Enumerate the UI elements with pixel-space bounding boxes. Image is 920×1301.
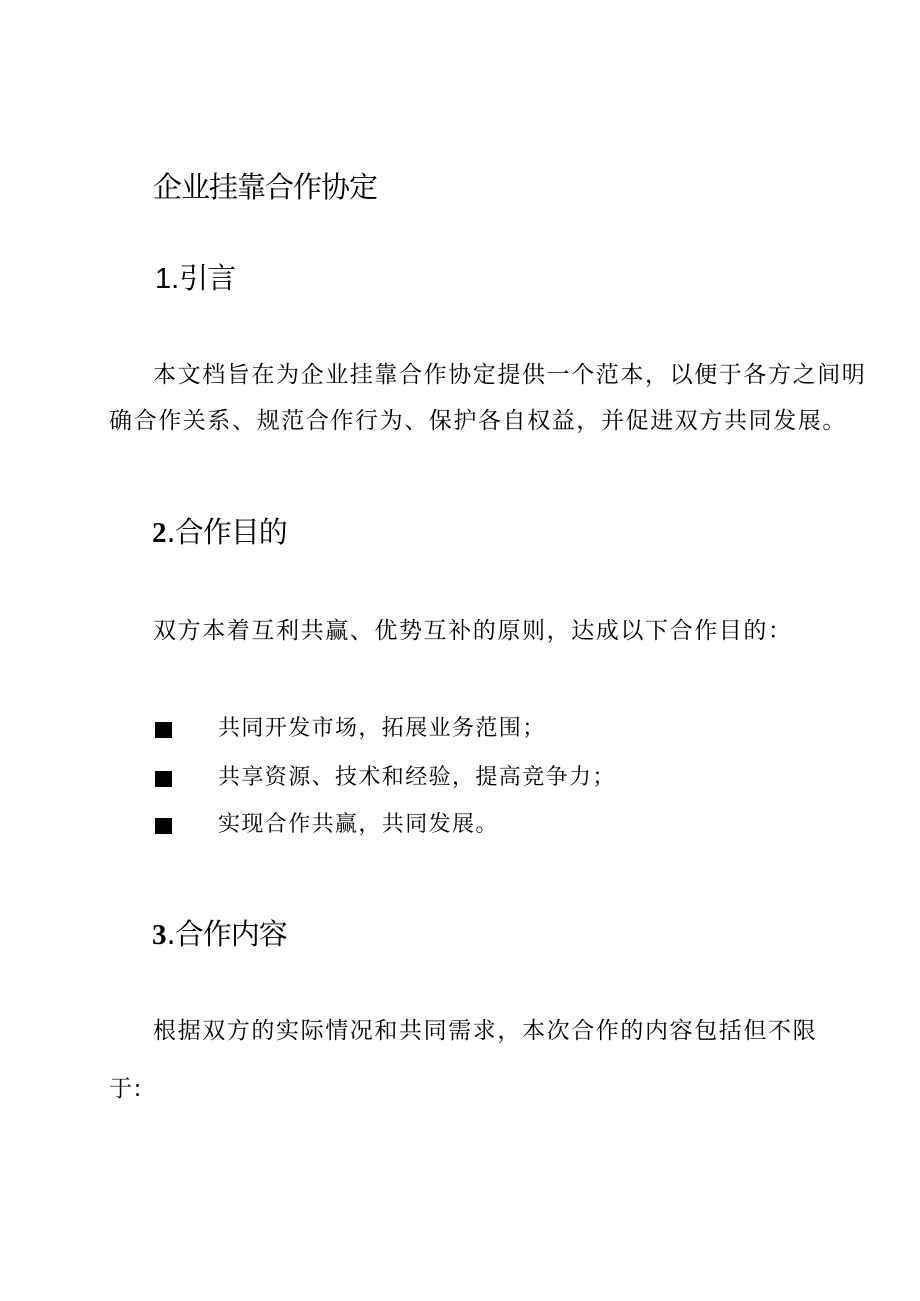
section-3-heading bbox=[152, 917, 287, 951]
list-item-text: 实现合作共赢，共同发展。 bbox=[218, 812, 499, 837]
section-3-heading-text: .合作内容 bbox=[166, 917, 287, 951]
section-2-number: 2 bbox=[152, 517, 167, 549]
section-2-heading bbox=[152, 515, 287, 549]
section-1-number: 1. bbox=[155, 263, 180, 295]
section-2-paragraph: 双方本着互利共赢、优势互补的原则，达成以下合作目的： bbox=[153, 618, 793, 644]
section-3-paragraph-line-2: 于: bbox=[109, 1076, 143, 1102]
section-3-paragraph-line-1: 根据双方的实际情况和共同需求，本次合作的内容包括但不限 bbox=[153, 1018, 818, 1044]
section-1-heading-text: 引言 bbox=[179, 261, 236, 295]
section-2-heading-text: .合作目的 bbox=[166, 515, 287, 549]
section-1-paragraph-line-1: 本文档旨在为企业挂靠合作协定提供一个范本，以便于各方之间明 bbox=[153, 362, 867, 388]
square-bullet-icon bbox=[155, 818, 172, 834]
list-item-text: 共同开发市场，拓展业务范围； bbox=[218, 716, 546, 741]
section-1-paragraph-line-2: 确合作关系、规范合作行为、保护各自权益，并促进双方共同发展。 bbox=[109, 408, 847, 434]
square-bullet-icon bbox=[155, 722, 172, 738]
document-title: 企业挂靠合作协定 bbox=[153, 170, 378, 204]
section-3-number: 3 bbox=[152, 919, 167, 951]
section-1-heading bbox=[155, 261, 236, 295]
square-bullet-icon bbox=[155, 771, 172, 787]
list-item-text: 共享资源、技术和经验，提高竞争力； bbox=[218, 765, 616, 790]
